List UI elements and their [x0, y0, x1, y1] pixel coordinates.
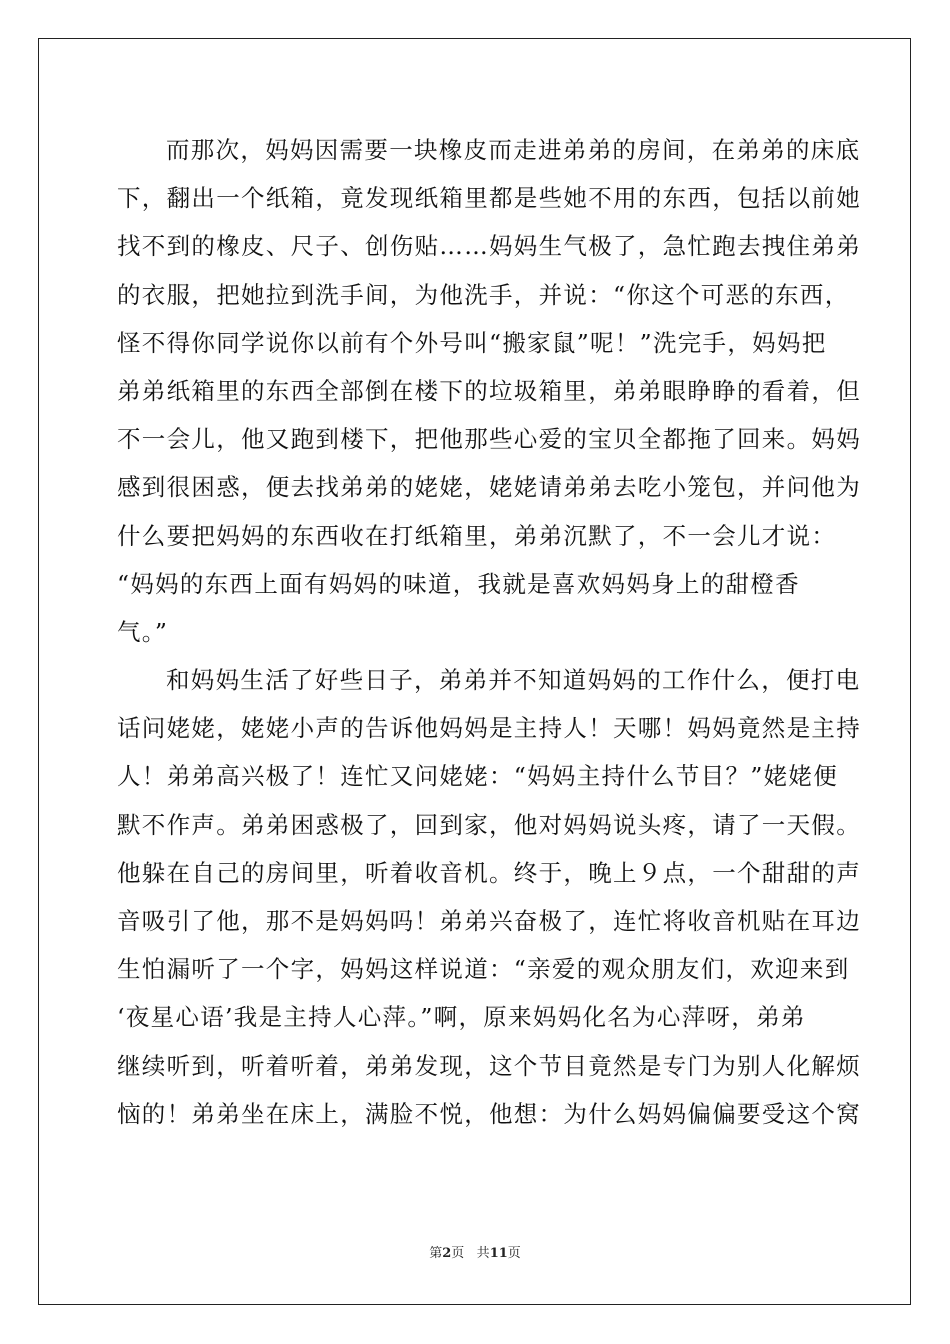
page-footer	[0, 1242, 950, 1261]
text-line: 音吸引了他，那不是妈妈吗！弟弟兴奋极了，连忙将收音机贴在耳边	[117, 907, 861, 935]
text-line: 弟弟纸箱里的东西全部倒在楼下的垃圾箱里，弟弟眼睁睁的看着，但	[117, 376, 861, 405]
text-line: 恼的！弟弟坐在床上，满脸不悦，他想：为什么妈妈偏偏要受这个窝	[117, 1099, 861, 1128]
text-line: 怪不得你同学说你以前有个外号叫“搬家鼠”呢！”洗完手，妈妈把	[117, 328, 827, 357]
text-line: 默不作声。弟弟困惑极了，回到家，他对妈妈说头疼，请了一天假。	[117, 810, 861, 839]
text-line: 生怕漏听了一个字，妈妈这样说道：“亲爱的观众朋友们，欢迎来到	[117, 955, 850, 984]
text-line: 他躲在自己的房间里，听着收音机。终于，晚上９点，一个甜甜的声	[117, 858, 861, 887]
footer-page-suffix: 页	[451, 1246, 465, 1261]
text-line: 继续听到，听着听着，弟弟发现，这个节目竟然是专门为别人化解烦	[117, 1051, 861, 1080]
total-page-count: 11	[489, 1246, 508, 1261]
text-line: “妈妈的东西上面有妈妈的味道，我就是喜欢妈妈身上的甜橙香	[117, 569, 800, 598]
text-line: 的衣服，把她拉到洗手间，为他洗手，并说：“你这个可恶的东西，	[117, 280, 850, 309]
text-line: ‘夜星心语’我是主持人心萍。”啊，原来妈妈化名为心萍呀，弟弟	[117, 1003, 806, 1032]
document-body	[117, 126, 861, 1138]
text-line: 感到很困惑，便去找弟弟的姥姥，姥姥请弟弟去吃小笼包，并问他为	[117, 473, 861, 502]
footer-prefix: 第	[429, 1246, 443, 1261]
footer-total-prefix: 共	[476, 1246, 490, 1261]
text-line: 和妈妈生活了好些日子，弟弟并不知道妈妈的工作什么，便打电	[166, 666, 861, 695]
text-line: 人！弟弟高兴极了！连忙又问姥姥：“妈妈主持什么节目？”姥姥便	[117, 762, 839, 791]
text-line: 什么要把妈妈的东西收在打纸箱里，弟弟沉默了，不一会儿才说：	[117, 521, 837, 550]
text-line: 话问姥姥，姥姥小声的告诉他妈妈是主持人！天哪！妈妈竟然是主持	[117, 714, 861, 743]
text-line: 不一会儿，他又跑到楼下，把他那些心爱的宝贝全都拖了回来。妈妈	[117, 425, 861, 454]
text-line: 气。”	[117, 617, 169, 646]
footer-total-suffix: 页	[507, 1246, 521, 1261]
text-line: 而那次，妈妈因需要一块橡皮而走进弟弟的房间，在弟弟的床底	[166, 136, 861, 164]
text-line: 下，翻出一个纸箱，竟发现纸箱里都是些她不用的东西，包括以前她	[117, 184, 861, 213]
current-page-number: 2	[442, 1246, 452, 1261]
text-line: 找不到的橡皮、尺子、创伤贴……妈妈生气极了，急忙跑去拽住弟弟	[117, 232, 861, 261]
